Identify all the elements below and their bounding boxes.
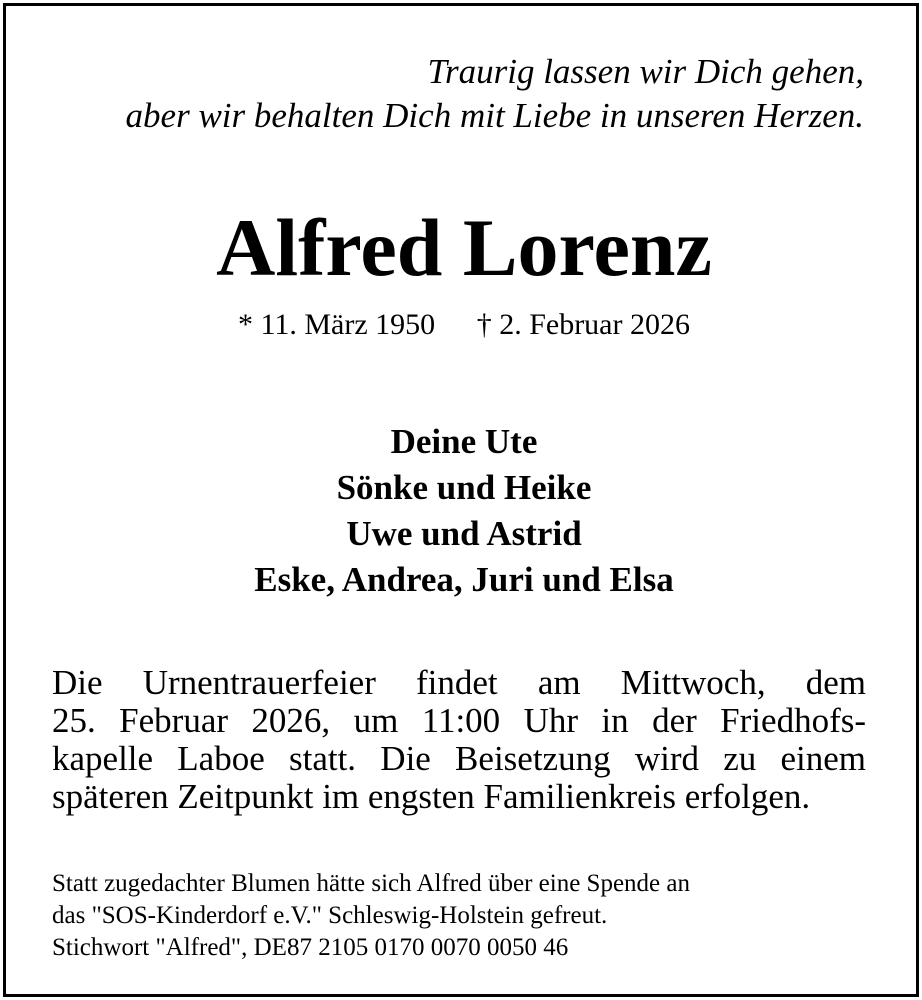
donation-line: das "SOS-Kinderdorf e.V." Schleswig-Holstein gefreut. [52,902,608,929]
life-dates [6,305,922,345]
birth-date: * 11. März 1950 [238,308,436,341]
donation-line: Statt zugedachter Blumen hätte sich Alfred über eine Spende an [52,870,690,897]
ceremony-notice [52,664,866,816]
family-member-line: Uwe und Astrid [346,514,582,553]
family-member-line: Eske, Andrea, Juri und Elsa [254,560,674,599]
quote-line-2: aber wir behalten Dich mit Liebe in unseren Herzen. [125,96,864,135]
donation-line: Stichwort "Alfred", DE87 2105 0170 0070 0050 46 [52,934,569,961]
deceased-name: Alfred Lorenz [216,202,712,293]
quote-line-1: Traurig lassen wir Dich gehen, [427,52,864,91]
family-member-line: Sönke und Heike [336,468,592,507]
family-members [6,419,922,603]
donation-note [52,868,872,964]
ceremony-line: späteren Zeitpunkt im engsten Familienkreis erfolgen. [52,777,811,816]
family-member-line: Deine Ute [390,422,538,461]
ceremony-line: kapelle Laboe statt. Die Beisetzung wird zu einem [52,739,866,778]
death-date: † 2. Februar 2026 [476,308,690,341]
obituary-frame [3,3,919,997]
ceremony-line: 25. Februar 2026, um 11:00 Uhr in der Friedhofs- [52,701,866,740]
ceremony-line: Die Urnentrauerfeier findet am Mittwoch, dem [52,663,866,702]
memorial-quote [126,50,864,138]
